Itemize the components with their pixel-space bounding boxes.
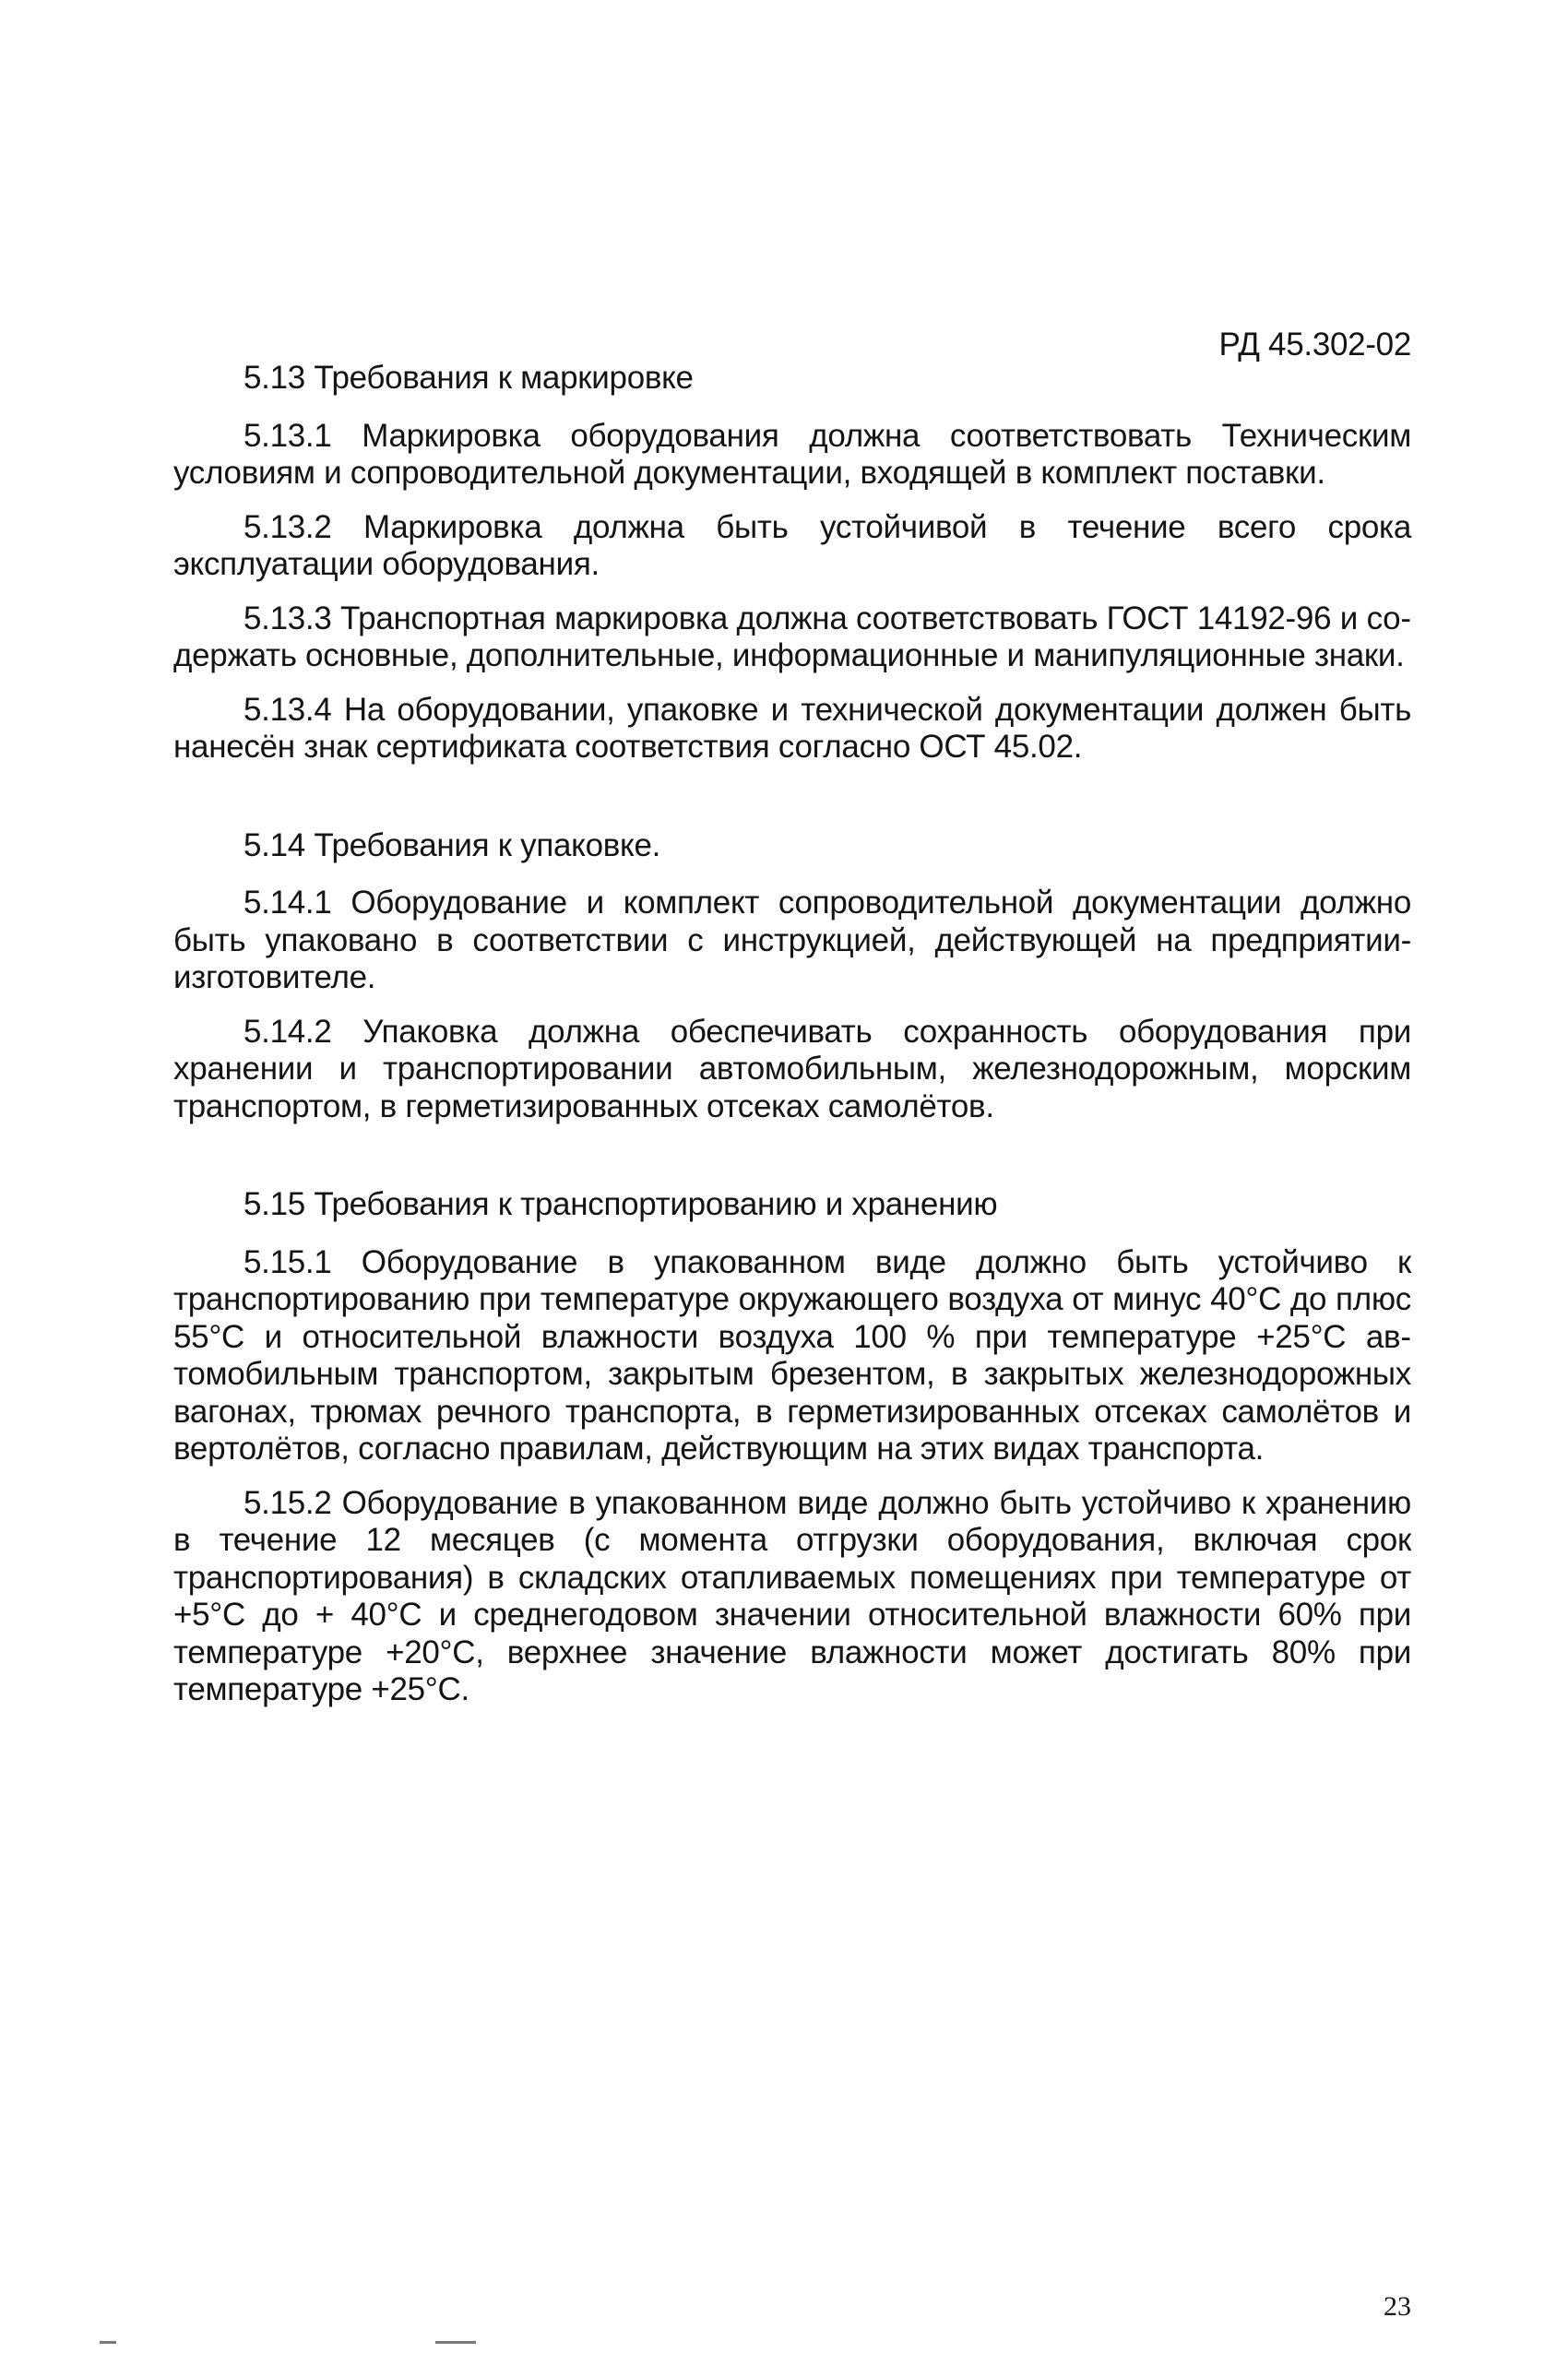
paragraph-5-14-2: 5.14.2 Упаковка должна обеспечивать сохранность оборудования при хранении и транспортировании автомобильным, железнодорожным, морским транспортом, в герметизированных отсеках самолётов. — [173, 1013, 1411, 1124]
document-code: РД 45.302-02 — [1218, 327, 1411, 362]
scan-artifact-mark — [100, 2341, 116, 2344]
paragraph-5-14-1: 5.14.1 Оборудование и комплект сопроводительной документации должно быть упаковано в соответствии с инструкцией, действующей на предприятии-изготовителе. — [173, 885, 1411, 995]
page-number: 23 — [1384, 2291, 1411, 2322]
paragraph-5-15-1: 5.15.1 Оборудование в упакованном виде должно быть устойчиво к транспортированию при температуре окружающего воздуха от минус 40°С до плюс 55°С и относительной влажности воздуха 100 % при температуре +25°С автомобильным транспортом, закрытым брезентом, в закрытых железнодорожных вагонах, трюмах речного транспорта, в герметизированных отсеках самолётов и вертолётов, согласно правилам, действующим на этих видах транспорта. — [173, 1243, 1411, 1467]
paragraph-5-13-2: 5.13.2 Маркировка должна быть устойчивой в течение всего срока эксплуатации оборудования. — [173, 508, 1411, 582]
document-body — [173, 360, 1411, 1709]
paragraph-5-13-1: 5.13.1 Маркировка оборудования должна соответствовать Техническим условиям и сопроводительной документации, входящей в комплект поставки. — [173, 417, 1411, 491]
paragraph-5-13-4: 5.13.4 На оборудовании, упаковке и технической документации должен быть нанесён знак сертификата соответствия согласно ОСТ 45.02. — [173, 691, 1411, 765]
scan-artifact-mark — [435, 2341, 476, 2344]
paragraph-5-13-3: 5.13.3 Транспортная маркировка должна соответствовать ГОСТ 14192-96 и содержать основные, дополнительные, информационные и манипуляционные знаки. — [173, 600, 1411, 673]
section-heading-5-15: 5.15 Требования к транспортированию и хранению — [244, 1186, 998, 1222]
section-heading-5-13: 5.13 Требования к маркировке — [244, 360, 694, 396]
paragraph-5-15-2: 5.15.2 Оборудование в упакованном виде должно быть устойчиво к хранению в течение 12 месяцев (с момента отгрузки оборудования, включая срок транспортирования) в складских отапливаемых помещениях при температуре от +5°С до + 40°С и среднегодовом значении относительной влажности 60% при температуре +20°С, верхнее значение влажности может достигать 80% при температуре +25°С. — [173, 1484, 1411, 1707]
section-heading-5-14: 5.14 Требования к упаковке. — [244, 826, 661, 863]
